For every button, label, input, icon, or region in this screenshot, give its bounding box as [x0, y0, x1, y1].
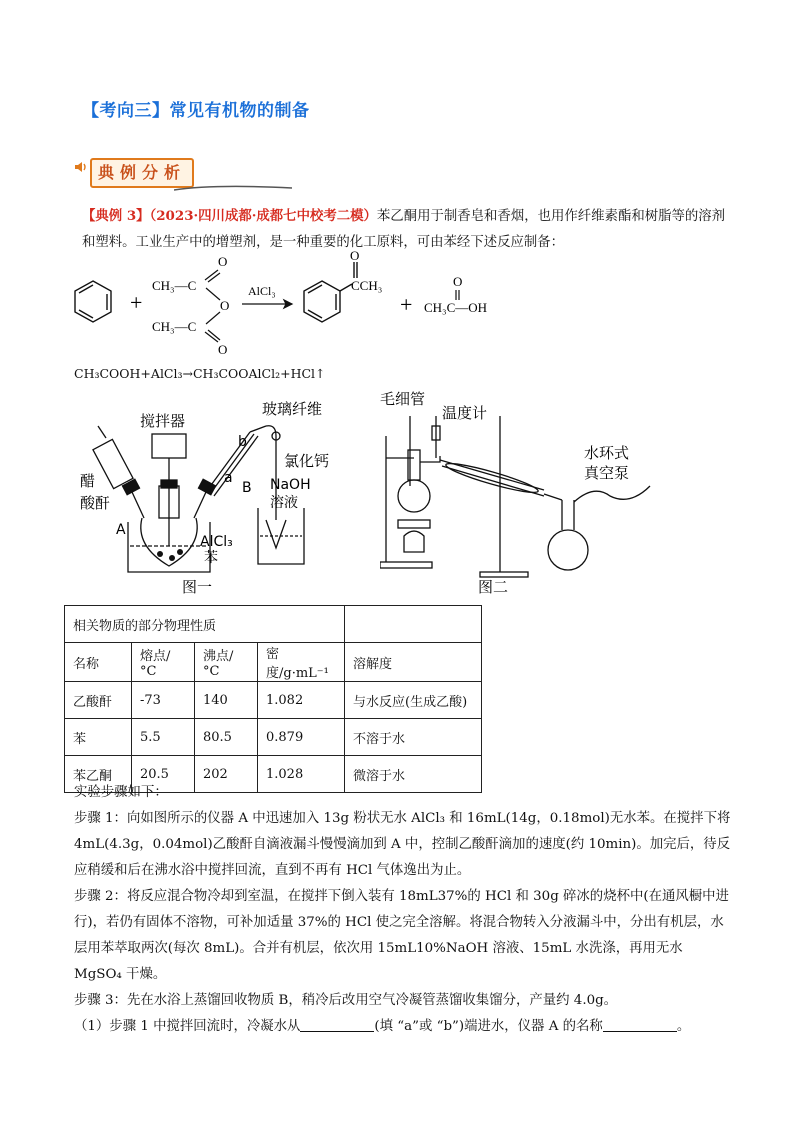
example-intro [82, 203, 732, 256]
product-group: CCH₃ [351, 278, 383, 293]
cell-name: 苯 [65, 719, 132, 756]
example-analysis-badge [74, 156, 234, 192]
cell-solubility: 微溶于水 [345, 756, 482, 793]
anhydride-o-top: O [218, 254, 228, 269]
capillary-label: 毛细管 [380, 390, 426, 408]
calcium-chloride-label: 氯化钙 [284, 452, 330, 470]
cell-name: 苯乙酮 [65, 756, 132, 793]
pump-label-2: 真空泵 [584, 464, 630, 482]
section-title: 【考向三】常见有机物的制备 [82, 101, 310, 121]
glass-fiber-label: 玻璃纤维 [262, 400, 323, 418]
anhydride-label-1: 醋 [80, 472, 96, 490]
cell-solubility: 不溶于水 [345, 719, 482, 756]
port-a-label: a [224, 470, 233, 486]
plus-sign-2: + [400, 292, 413, 317]
cell-density: 1.028 [258, 756, 345, 793]
plus-sign-1: + [130, 290, 143, 315]
table-title-empty [345, 606, 482, 643]
cell-name: 乙酸酐 [65, 682, 132, 719]
example-source: （2023·四川成都·成都七中校考二模） [149, 208, 377, 224]
figure-2-caption: 图二 [478, 578, 509, 596]
cell-melting: -73 [132, 682, 195, 719]
table-header-row [65, 643, 482, 682]
question-1-part-b: (填 “a”或 “b”)端进水，仪器 A 的名称 [374, 1019, 603, 1034]
example-tag: 【典例 3】 [82, 208, 150, 224]
naoh-solution-label: 溶液 [270, 495, 298, 511]
benzene-ring-reactant [75, 281, 111, 322]
step-1: 步骤 1：向如图所示的仪器 A 中迅速加入 13g 粉状无水 AlCl₃ 和 16mL(14g，0.18mol)无水苯。在搅拌下将 4mL(4.3g，0.04mol)乙酸酐自滴液漏斗慢慢滴加到 A 中，控制乙酸酐滴加的速度(约 10min)。加完后，待反应稍缓和后在沸水浴中搅拌回流，直到不再有 HCl 气体逸出为止。 [74, 811, 731, 878]
answer-blank-1[interactable] [300, 1017, 374, 1032]
answer-blank-2[interactable] [603, 1017, 677, 1032]
experiment-steps [74, 780, 734, 1040]
step-3: 步骤 3：先在水浴上蒸馏回收物质 B，稍冷后改用空气冷凝管蒸馏收集馏分，产量约 4.0g。 [74, 993, 618, 1008]
pump-label-1: 水环式 [584, 444, 630, 462]
acid-formula: CH₃C—OH [424, 300, 488, 315]
cell-density: 0.879 [258, 719, 345, 756]
cell-boiling: 80.5 [195, 719, 258, 756]
cell-solubility: 与水反应(生成乙酸) [345, 682, 482, 719]
acid-o: O [453, 274, 463, 289]
reaction-arrow [242, 300, 292, 308]
alcl3-label: AlCl₃ [200, 534, 233, 550]
question-1-part-c: 。 [676, 1019, 691, 1034]
benzene-label: 苯 [204, 550, 218, 566]
table-title-row [65, 606, 482, 643]
anhydride-o-mid: O [220, 298, 230, 313]
header-density: 密度/g·mL⁻¹ [258, 643, 345, 682]
table-row [65, 719, 482, 756]
reaction-scheme [60, 250, 560, 362]
badge-swoosh [174, 184, 294, 192]
product-o: O [350, 250, 360, 263]
question-1-part-a: （1）步骤 1 中搅拌回流时，冷凝水从 [74, 1019, 301, 1034]
cell-density: 1.082 [258, 682, 345, 719]
figure-1-caption: 图一 [182, 578, 213, 596]
flask-A-label: A [116, 522, 126, 538]
header-boiling: 沸点/°C [195, 643, 258, 682]
header-name: 名称 [65, 643, 132, 682]
anhydride-label-2: 酸酐 [80, 494, 111, 512]
anhydride-o-bottom: O [218, 342, 228, 357]
thermometer-label: 温度计 [442, 404, 488, 422]
cell-melting: 20.5 [132, 756, 195, 793]
anhydride-bottom-group: CH₃—C [152, 319, 197, 334]
catalyst-label: AlCl₃ [248, 284, 276, 298]
condenser-B-label: B [242, 480, 252, 496]
steps-intro: 实验步骤如下： [74, 785, 168, 800]
speaker-icon [74, 160, 88, 174]
naoh-label: NaOH [270, 477, 311, 493]
figure-2-apparatus [380, 386, 660, 601]
header-solubility: 溶解度 [345, 643, 482, 682]
figure-1-apparatus [80, 396, 380, 601]
question-1 [74, 1014, 734, 1040]
cell-boiling: 202 [195, 756, 258, 793]
cell-boiling: 140 [195, 682, 258, 719]
port-b-label: b [238, 434, 247, 450]
benzene-ring-product [304, 262, 357, 322]
properties-table [64, 605, 482, 793]
example-text: 苯乙酮用于制香皂和香烟，也用作纤维素酯和树脂等的溶剂和塑料。工业生产中的增塑剂，是一种重要的化工原料，可由苯经下述反应制备： [82, 209, 726, 250]
table-title: 相关物质的部分物理性质 [65, 606, 345, 643]
step-2: 步骤 2：将反应混合物冷却到室温，在搅拌下倒入装有 18mL37%的 HCl 和 30g 碎冰的烧杯中(在通风橱中进行)，若仍有固体不溶物，可补加适量 37%的 HCl 使之完全溶解。将混合物转入分液漏斗中，分出有机层，水层用苯萃取两次(每次 8mL)。合并有机层，依次用 15mL10%NaOH 溶液、15mL 水洗涤，再用无水 MgSO₄ 干燥。 [74, 889, 729, 982]
side-reaction-equation: CH₃COOH+AlCl₃→CH₃COOAlCl₂+HCl↑ [74, 366, 326, 381]
cell-melting: 5.5 [132, 719, 195, 756]
badge-label: 典例分析 [90, 158, 194, 188]
table-row [65, 682, 482, 719]
header-melting: 熔点/°C [132, 643, 195, 682]
anhydride-top-group: CH₃—C [152, 278, 197, 293]
stirrer-label: 搅拌器 [140, 412, 186, 430]
